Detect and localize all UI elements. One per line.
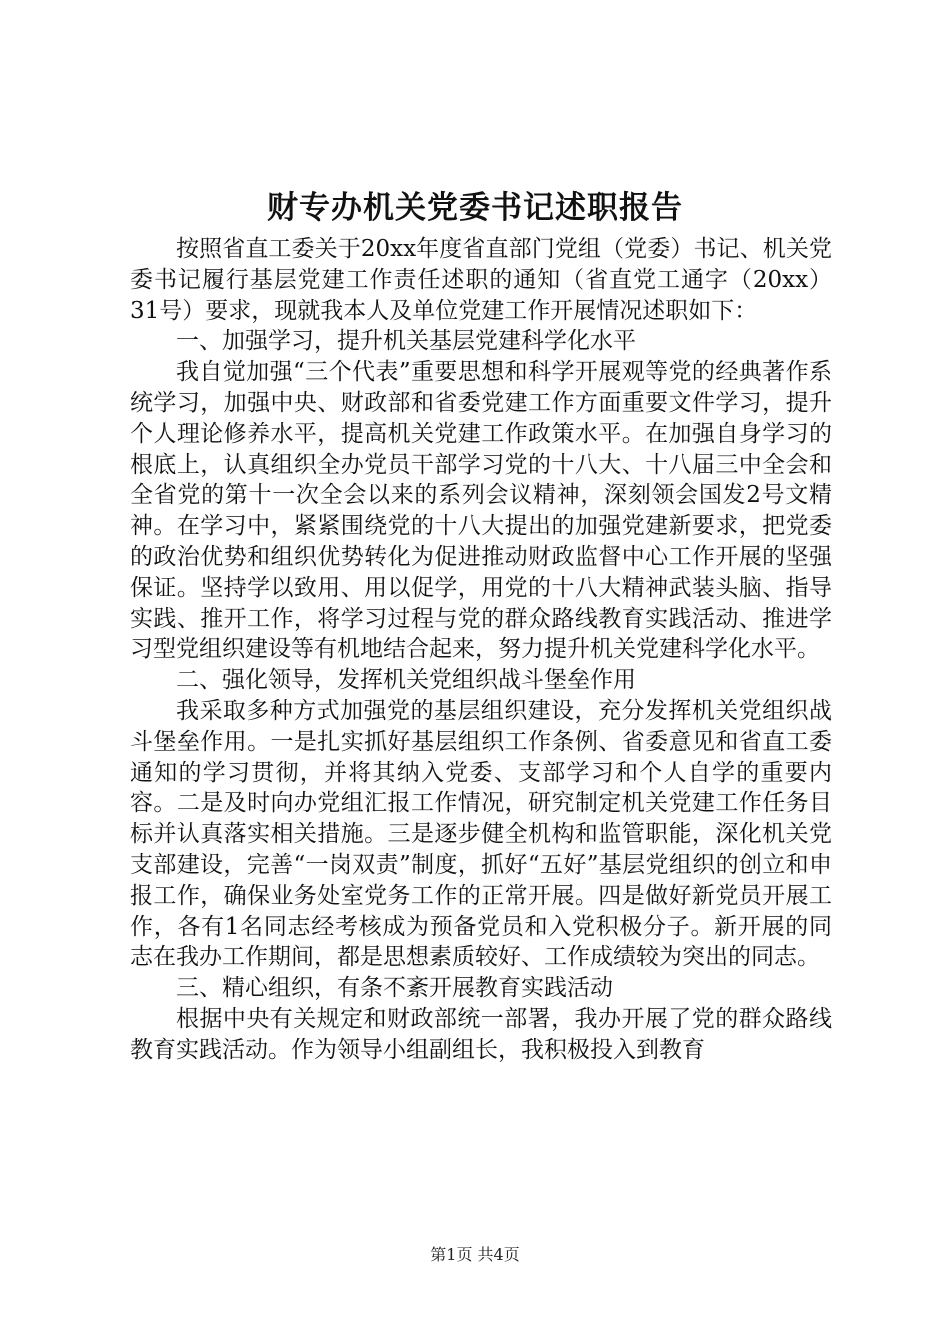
section-heading-1: 一、加强学习，提升机关基层党建科学化水平	[176, 328, 636, 355]
section-1-paragraph: 我自觉加强“三个代表”重要思想和科学开展观等党的经典著作系统学习，加强中央、财政部和省委党建工作方面重要文件学习，提升个人理论修养水平，提高机关党建工作政策水平。在加强自身学习的根底上，认真组织全办党员干部学习党的十八大、十八届三中全会和全省党的第十一次全会以来的系列会议精神，深刻领会国发2号文精神。在学习中，紧紧围绕党的十八大提出的加强党建新要求，把党委的政治优势和组织优势转化为促进推动财政监督中心工作开展的坚强保证。坚持学以致用、用以促学，用党的十八大精神武装头脑、指导实践、推开工作，将学习过程与党的群众路线教育实践活动、推进学习型党组织建设等有机地结合起来，努力提升机关党建科学化水平。	[130, 359, 832, 663]
section-heading-3: 三、精心组织，有条不紊开展教育实践活动	[176, 975, 613, 1002]
page-footer: 第1页 共4页	[430, 1245, 520, 1264]
document-title: 财专办机关党委书记述职报告	[267, 190, 683, 226]
intro-paragraph: 按照省直工委关于20xx年度省直部门党组（党委）书记、机关党委书记履行基层党建工作责任述职的通知（省直党工通字（20xx）31号）要求，现就我本人及单位党建工作开展情况述职如下：	[130, 236, 832, 324]
document-body	[130, 234, 832, 1066]
section-3-paragraph: 根据中央有关规定和财政部统一部署，我办开展了党的群众路线教育实践活动。作为领导小组副组长，我积极投入到教育	[130, 1005, 832, 1063]
section-heading-2: 二、强化领导，发挥机关党组织战斗堡垒作用	[176, 667, 636, 694]
section-2-paragraph: 我采取多种方式加强党的基层组织建设，充分发挥机关党组织战斗堡垒作用。一是扎实抓好基层组织工作条例、省委意见和省直工委通知的学习贯彻，并将其纳入党委、支部学习和个人自学的重要内容。二是及时向办党组汇报工作情况，研究制定机关党建工作任务目标并认真落实相关措施。三是逐步健全机构和监管职能，深化机关党支部建设，完善“一岗双责”制度，抓好“五好”基层党组织的创立和申报工作，确保业务处室党务工作的正常开展。四是做好新党员开展工作，各有1名同志经考核成为预备党员和入党积极分子。新开展的同志在我办工作期间，都是思想素质较好、工作成绩较为突出的同志。	[130, 697, 832, 971]
